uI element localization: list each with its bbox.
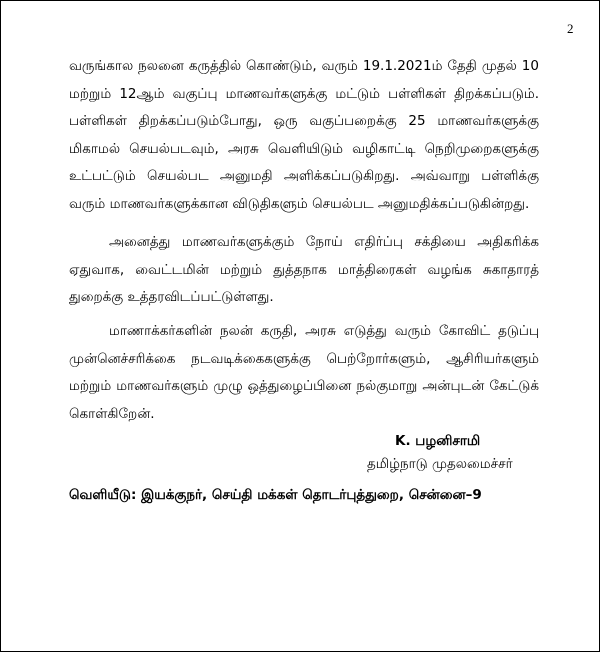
- paragraph-school-reopening: வருங்கால நலனை கருத்தில் கொண்டும், வரும் 19.1.2021ம் தேதி முதல் 10 மற்றும் 12ஆம் வகுப்பு மாணவர்களுக்கு மட்டும் பள்ளிகள் திறக்கப்படும். பள்ளிகள் திறக்கப்படும்போது, ஒரு வகுப்பறைக்கு 25 மாணவர்களுக்கு மிகாமல் செயல்படவும், அரசு வெளியிடும் வழிகாட்டி நெறிமுறைகளுக்கு உட்பட்டும் செயல்பட அனுமதி அளிக்கப்படுகிறது. அவ்வாறு பள்ளிக்கு வரும் மாணவர்களுக்கான விடுதிகளும் செயல்பட அனுமதிக்கப்படுகின்றது.: [69, 58, 539, 212]
- paragraph-vitamin-tablets: அனைத்து மாணவர்களுக்கும் நோய் எதிர்ப்பு சக்தியை அதிகரிக்க ஏதுவாக, வைட்டமின் மற்றும் துத்தநாக மாத்திரைகள் வழங்க சுகாதாரத் துறைக்கு உத்தரவிடப்பட்டுள்ளது.: [69, 234, 539, 305]
- page-number: 2: [567, 21, 574, 36]
- paragraph-cooperation-request: மாணாக்கர்களின் நலன் கருதி, அரசு எடுத்து வரும் கோவிட் தடுப்பு முன்னெச்சரிக்கை நடவடிக்கைகளுக்கு பெற்றோர்களும், ஆசிரியர்களும் மற்றும் மாணவர்களும் முழு ஒத்துழைப்பினை நல்குமாறு அன்புடன் கேட்டுக் கொள்கிறேன்.: [69, 323, 539, 422]
- signature-block: [367, 429, 567, 475]
- signatory-title: தமிழ்நாடு முதலமைச்சர்: [367, 456, 513, 472]
- release-line: வெளியீடு: இயக்குநர், செய்தி மக்கள் தொடர்புத்துறை, சென்னை–9: [69, 487, 482, 503]
- signatory-name: K. பழனிசாமி: [395, 433, 481, 449]
